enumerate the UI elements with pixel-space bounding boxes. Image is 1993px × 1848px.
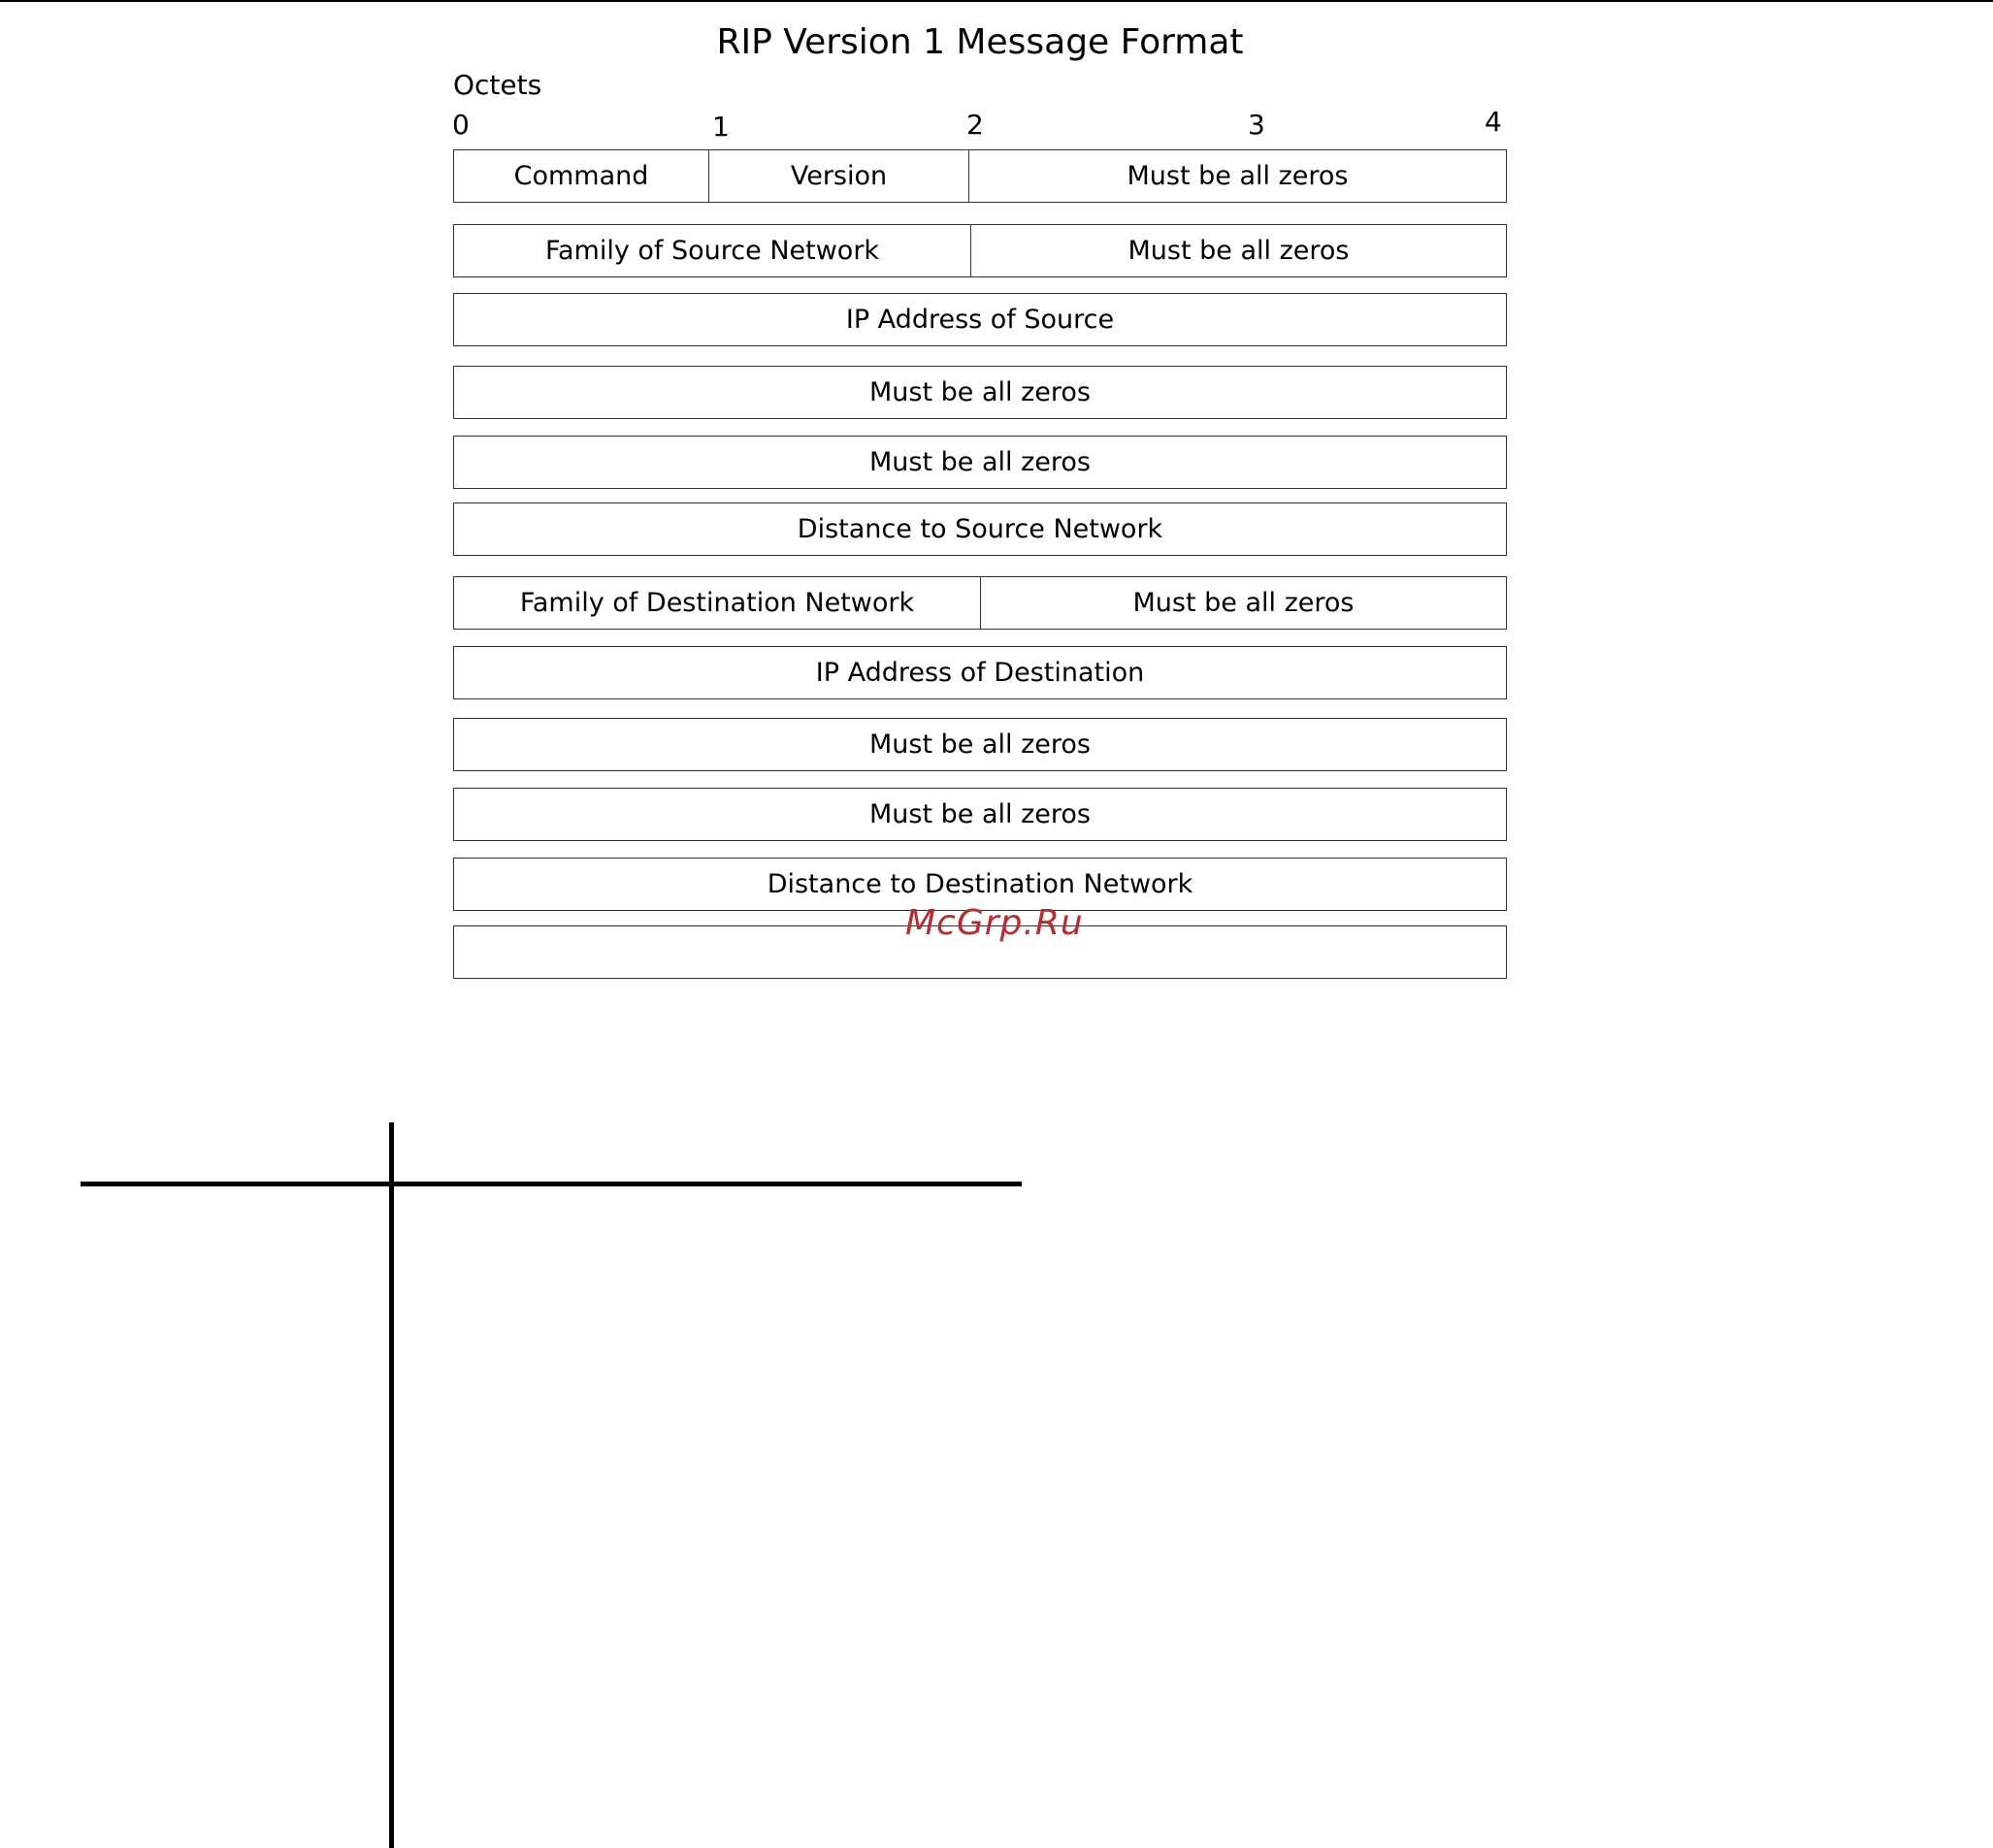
field-row-ip-source xyxy=(453,293,1507,346)
field-zeros-4: Must be all zeros xyxy=(869,447,1091,477)
field-row-zeros-3 xyxy=(453,366,1507,419)
field-zeros-6: Must be all zeros xyxy=(869,729,1091,760)
octet-tick-2: 2 xyxy=(966,109,984,141)
horizontal-rule xyxy=(81,1182,1022,1186)
field-distance-source: Distance to Source Network xyxy=(797,514,1163,544)
field-zeros-3: Must be all zeros xyxy=(869,377,1091,407)
field-family-source: Family of Source Network xyxy=(544,236,880,266)
field-row-header xyxy=(453,149,1507,203)
field-distance-destination: Distance to Destination Network xyxy=(767,869,1193,899)
field-row-zeros-6 xyxy=(453,718,1507,771)
diagram-title: RIP Version 1 Message Format xyxy=(716,22,1244,62)
field-version: Version xyxy=(708,150,968,202)
octet-tick-1: 1 xyxy=(712,111,730,143)
watermark: McGrp.Ru xyxy=(905,903,1084,943)
field-row-ip-destination xyxy=(453,646,1507,699)
octet-tick-4: 4 xyxy=(1485,106,1502,138)
field-row-destination-family xyxy=(453,576,1507,630)
field-zeros-5: Must be all zeros xyxy=(980,577,1506,629)
octet-tick-3: 3 xyxy=(1248,109,1265,141)
field-row-zeros-4 xyxy=(453,436,1507,489)
field-zeros-1: Must be all zeros xyxy=(968,150,1506,202)
field-row-distance-source xyxy=(453,503,1507,556)
field-zeros-2: Must be all zeros xyxy=(970,225,1506,276)
top-border-line xyxy=(0,0,1993,2)
field-row-zeros-7 xyxy=(453,788,1507,841)
field-zeros-7: Must be all zeros xyxy=(869,799,1091,829)
field-row-source-family xyxy=(453,224,1507,277)
field-ip-destination: IP Address of Destination xyxy=(815,658,1145,688)
field-family-destination: Family of Destination Network xyxy=(519,588,915,618)
field-command: Command xyxy=(513,161,649,191)
octet-tick-0: 0 xyxy=(452,109,470,141)
field-ip-source: IP Address of Source xyxy=(845,305,1115,335)
vertical-rule xyxy=(389,1122,394,1848)
octets-label: Octets xyxy=(453,69,542,101)
